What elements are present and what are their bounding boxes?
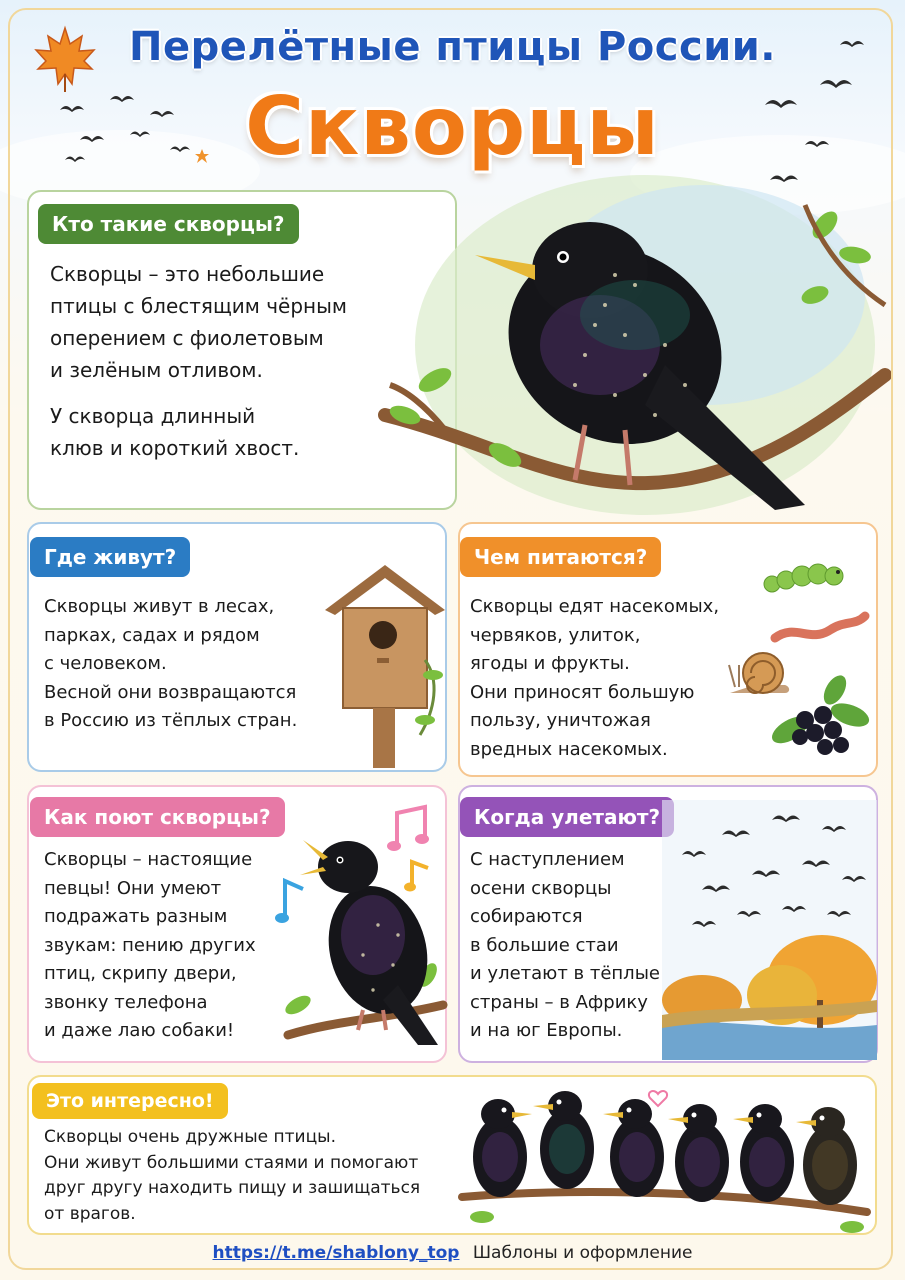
heading-leave: Когда улетают?: [460, 797, 674, 837]
footer: [0, 1243, 905, 1263]
text-who-2: У скворца длинный клюв и короткий хвост.: [50, 404, 300, 460]
text-where: Скворцы живут в лесах, парках, садах и рядом с человеком. Весной они возвращаются в Россию из тёплых стран.: [44, 596, 298, 731]
music-note-pink-icon: [387, 805, 432, 855]
heading-fact: Это интересно!: [32, 1083, 228, 1119]
text-sing: Скворцы – настоящие певцы! Они умеют подражать разным звукам: пению других птиц, скрипу двери, звонку телефона и даже лаю собаки!: [44, 849, 256, 1041]
starling-illustration: [385, 175, 885, 535]
music-note-blue-icon: [275, 875, 310, 925]
heading-food: Чем питаются?: [460, 537, 661, 577]
worm-icon: [770, 608, 870, 648]
caterpillar-icon: [762, 558, 852, 598]
footer-text: Шаблоны и оформление: [472, 1243, 693, 1263]
footer-link[interactable]: https://t.me/shablony_top: [212, 1243, 460, 1263]
text-leave: С наступлением осени скворцы собираются в большие стаи и улетают в тёплые страны – в Африку и на юг Европы.: [470, 849, 660, 1041]
page-subtitle: Скворцы: [245, 80, 660, 173]
text-fact: Скворцы очень дружные птицы. Они живут большими стаями и помогают друг другу находить пищу и зашищаться от врагов.: [44, 1127, 421, 1224]
heading-sing: Как поют скворцы?: [30, 797, 285, 837]
heading-where: Где живут?: [30, 537, 190, 577]
music-note-yellow-icon: [404, 858, 434, 893]
berries-icon: [765, 675, 875, 765]
starlings-on-branch-illustration: [462, 1082, 872, 1232]
text-who: Скворцы – это небольшие птицы с блестящим чёрным оперением с фиолетовым и зелёным отливом.: [50, 262, 347, 382]
text-food: Скворцы едят насекомых, червяков, улиток, ягоды и фрукты. Они приносят большую пользу, уничтожая вредных насекомых.: [470, 596, 720, 760]
autumn-landscape-illustration: [662, 800, 877, 1060]
page-title: Перелётные птицы России.: [129, 24, 776, 70]
birdhouse-illustration: [325, 560, 445, 770]
heading-who: Кто такие скворцы?: [38, 204, 299, 244]
